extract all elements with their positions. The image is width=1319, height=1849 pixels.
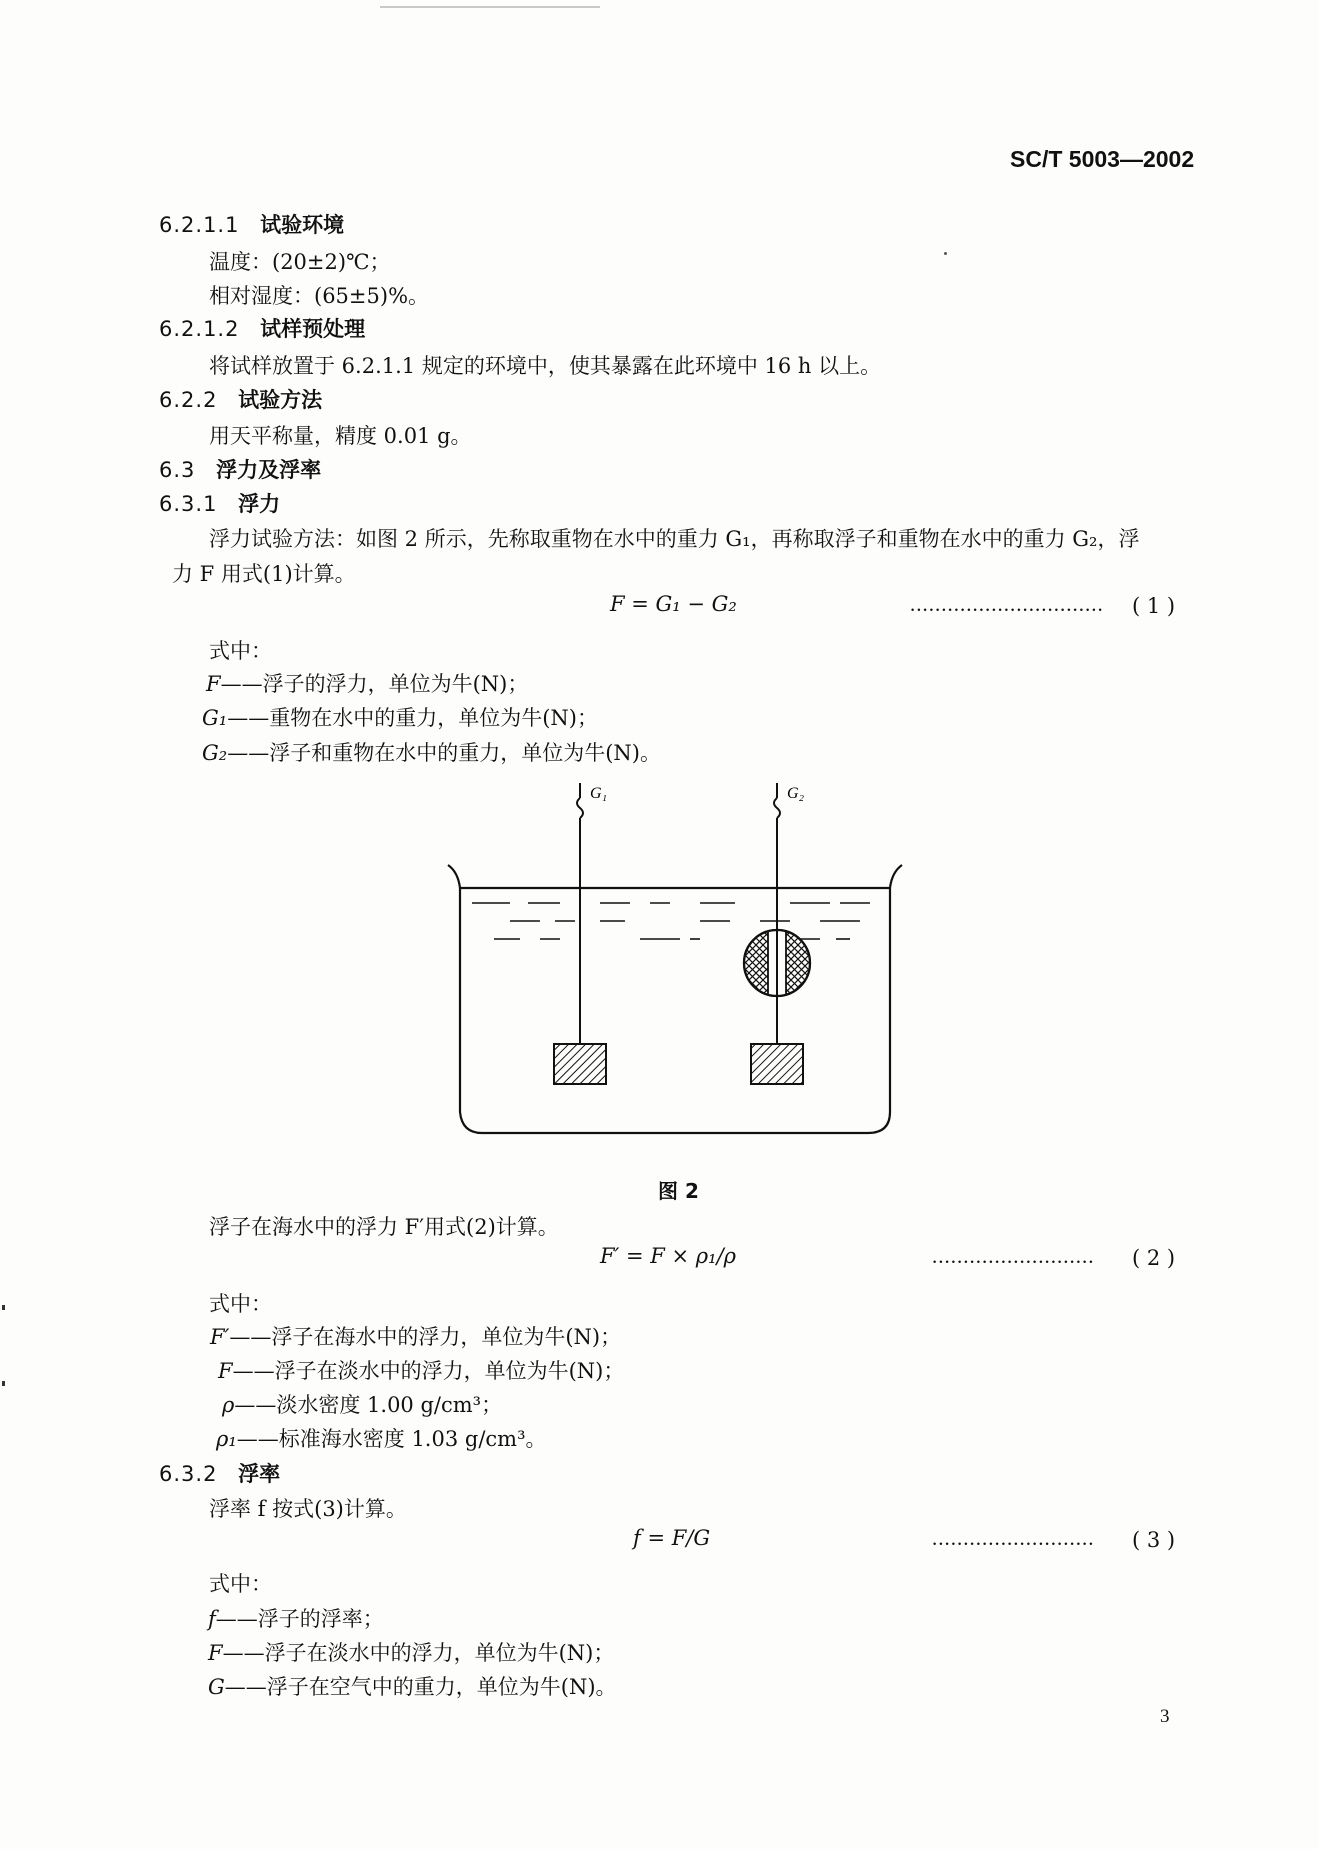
page-number: 3 [1160, 1706, 1170, 1727]
equation-1-number: ( 1 ) [1132, 594, 1176, 618]
definition-text: ——浮子在淡水中的浮力，单位为牛(N)； [222, 1641, 615, 1665]
equation-3: f = F/G [633, 1526, 711, 1550]
beaker-outline [448, 865, 902, 1133]
equation-1: F = G₁ − G₂ [610, 592, 737, 616]
equation-3-leader: .......................... [932, 1526, 1095, 1550]
symbol: F′ [210, 1325, 230, 1349]
figure-2-buoyancy-diagram [440, 775, 920, 1140]
scan-speck [2, 1381, 5, 1386]
temperature-line: 温度：(20±2)℃； [209, 250, 391, 274]
definition-G2 [202, 737, 661, 767]
definition-F [206, 668, 528, 698]
section-6-2-2-heading [159, 384, 322, 414]
section-number: 6.2.1.2 [159, 317, 240, 341]
definition-F-rate [208, 1637, 614, 1667]
definition-text: ——浮子和重物在水中的重力，单位为牛(N)。 [227, 741, 661, 765]
definition-text: ——浮子在海水中的浮力，单位为牛(N)； [229, 1325, 622, 1349]
right-suspension-string [774, 783, 780, 1044]
where-label-1: 式中： [209, 639, 272, 663]
definition-rho [222, 1389, 502, 1419]
definition-text: ——浮子的浮力，单位为牛(N)； [220, 672, 529, 696]
section-6-3-heading [159, 454, 321, 484]
definition-F-prime [210, 1321, 621, 1351]
definition-f [208, 1603, 384, 1633]
scan-speck [2, 1305, 5, 1310]
where-label-2: 式中： [209, 1292, 272, 1316]
figure-caption: 图 2 [658, 1179, 699, 1203]
left-weight [554, 1044, 606, 1084]
section-title: 浮力 [238, 492, 281, 516]
right-weight [751, 1044, 803, 1084]
label-g1: G₁ [590, 785, 608, 802]
equation-2: F′ = F × ρ₁/ρ [600, 1244, 736, 1268]
section-number: 6.2.2 [159, 388, 218, 412]
pretreatment-text: 将试样放置于 6.2.1.1 规定的环境中，使其暴露在此环境中 16 h 以上。 [209, 354, 882, 378]
section-title: 试样预处理 [260, 317, 366, 341]
symbol: F [218, 1359, 233, 1383]
section-number: 6.3.1 [159, 492, 218, 516]
definition-text: ——浮子的浮率； [215, 1607, 384, 1631]
symbol: f [208, 1607, 216, 1631]
definition-G1 [202, 702, 598, 732]
equation-2-number: ( 2 ) [1132, 1246, 1176, 1270]
symbol: F [206, 672, 221, 696]
equation-1-leader: ............................... [910, 592, 1104, 616]
standard-code: SC/T 5003—2002 [1010, 146, 1195, 172]
section-title: 试验方法 [238, 388, 323, 412]
section-6-3-2-heading [159, 1458, 280, 1488]
equation-3-number: ( 3 ) [1132, 1528, 1176, 1552]
equation-2-leader: .......................... [932, 1244, 1095, 1268]
definition-text: ——标准海水密度 1.03 g/cm³。 [236, 1427, 547, 1451]
symbol: ρ₁ [216, 1427, 237, 1451]
humidity-line: 相对湿度：(65±5)%。 [209, 284, 430, 308]
label-g2: G₂ [787, 785, 805, 802]
section-6-2-1-2-heading [159, 313, 365, 343]
buoyancy-method-line-2: 力 F 用式(1)计算。 [172, 562, 356, 586]
buoyancy-rate-intro: 浮率 f 按式(3)计算。 [209, 1497, 407, 1521]
section-6-2-1-1-heading [159, 209, 344, 239]
symbol: G₁ [202, 706, 228, 730]
buoyancy-method-line-1: 浮力试验方法：如图 2 所示，先称取重物在水中的重力 G₁，再称取浮子和重物在水中的重力 G₂，浮 [209, 527, 1140, 551]
section-number: 6.3.2 [159, 1462, 218, 1486]
section-title: 浮力及浮率 [216, 458, 322, 482]
definition-G [208, 1671, 617, 1701]
float-ball [744, 930, 810, 996]
definition-text: ——重物在水中的重力，单位为牛(N)； [227, 706, 598, 730]
water-dashes [472, 903, 870, 939]
where-label-3: 式中： [209, 1572, 272, 1596]
symbol: G₂ [202, 741, 228, 765]
scan-speck [944, 252, 947, 255]
definition-F-fresh [218, 1355, 624, 1385]
definition-text: ——淡水密度 1.00 g/cm³； [234, 1393, 503, 1417]
method-text: 用天平称量，精度 0.01 g。 [209, 424, 472, 448]
definition-rho1 [216, 1423, 546, 1453]
sea-buoyancy-intro: 浮子在海水中的浮力 F′用式(2)计算。 [209, 1215, 559, 1239]
section-6-3-1-heading [159, 488, 280, 518]
section-title: 浮率 [238, 1462, 281, 1486]
definition-text: ——浮子在淡水中的浮力，单位为牛(N)； [232, 1359, 625, 1383]
section-number: 6.2.1.1 [159, 213, 240, 237]
definition-text: ——浮子在空气中的重力，单位为牛(N)。 [224, 1675, 617, 1699]
scan-artifact-line [380, 6, 600, 8]
symbol: F [208, 1641, 223, 1665]
section-title: 试验环境 [260, 213, 345, 237]
section-number: 6.3 [159, 458, 196, 482]
symbol: G [208, 1675, 225, 1699]
symbol: ρ [222, 1393, 235, 1417]
left-suspension-string [577, 783, 583, 1044]
